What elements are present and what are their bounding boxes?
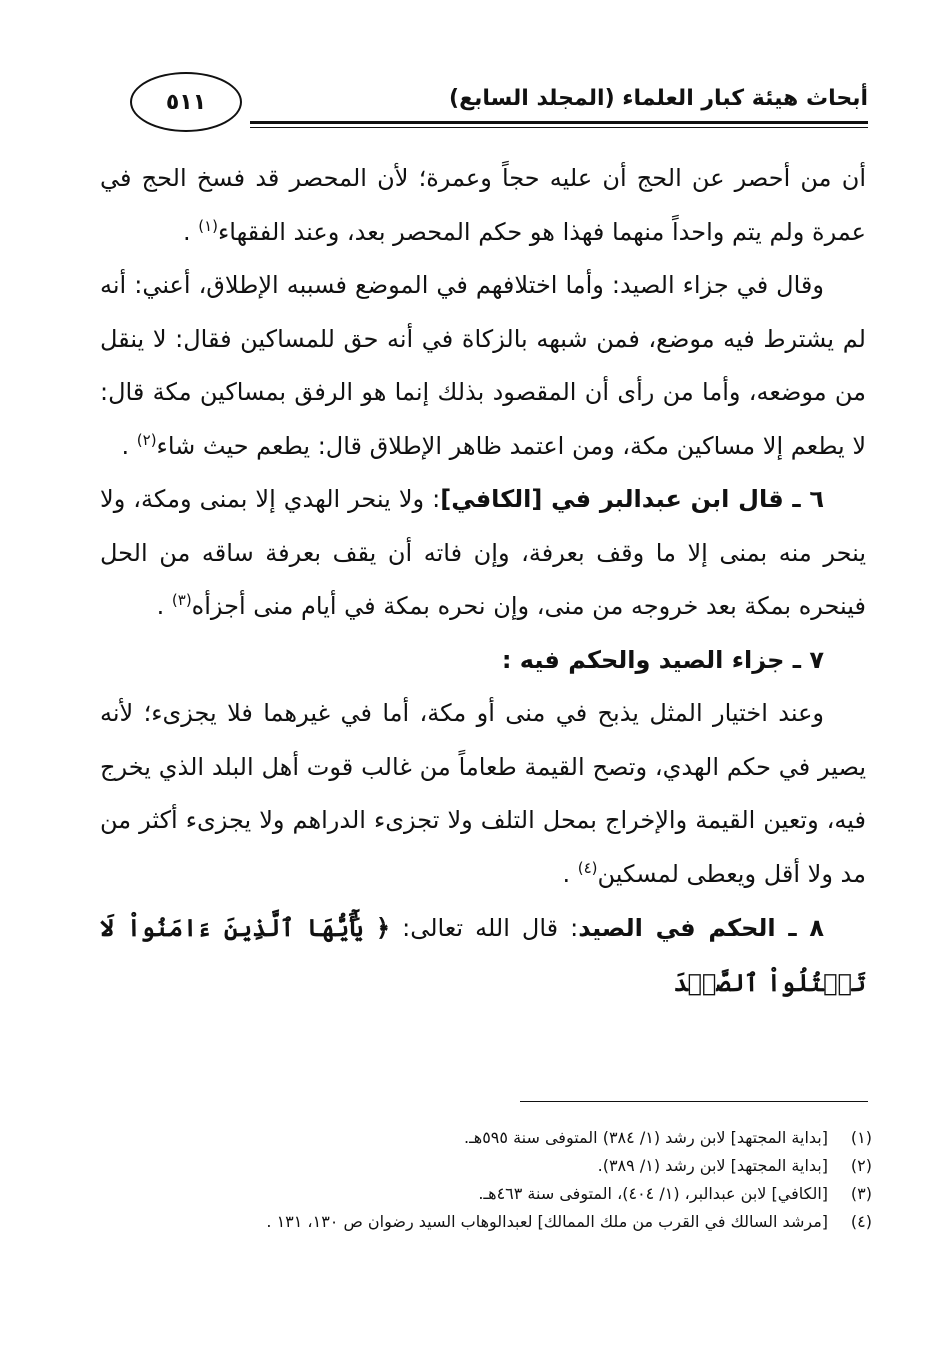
footnote-1 <box>92 1124 872 1152</box>
footnote-number: (٤) <box>850 1212 872 1231</box>
footnote-ref-2[interactable]: (٢) <box>136 430 157 449</box>
paragraph-2 <box>100 259 866 473</box>
footnotes <box>92 1124 872 1236</box>
page-header <box>100 72 868 136</box>
paragraph-2-text: وقال في جزاء الصيد: وأما اختلافهم في الموضع فسببه الإطلاق، أعني: أنه لم يشترط فيه موضع، فمن شبهه بالزكاة في أنه حق للمساكين فقال: لا ينقل من موضعه، وأما من رأى أن المقصود بذلك إنما هو الرفق بمساكين مكة قال: لا يطعم إلا مساكين مكة، ومن اعتمد ظاهر الإطلاق قال: يطعم حيث شاء <box>100 271 866 460</box>
section-6-heading: ٦ ـ قال ابن عبدالبر في [الكافي] <box>440 485 824 513</box>
running-title: أبحاث هيئة كبار العلماء (المجلد السابع) <box>449 86 868 111</box>
footnote-text: [الكافي] لابن عبدالبر، (١/ ٤٠٤)، المتوفى سنة ٤٦٣هـ. <box>478 1184 828 1203</box>
paragraph-2-end: . <box>121 431 137 460</box>
body-text <box>100 152 866 1010</box>
footnote-ref-3[interactable]: (٣) <box>171 591 192 609</box>
paragraph-5-text: وعند اختيار المثل يذبح في منى أو مكة، أما في غيرهما فلا يجزىء؛ لأنه يصير في حكم الهدي، وتصح القيمة طعاماً من غالب قوت أهل البلد الذي يخرج فيه، وتعين القيمة والإخراج بمحل التلف ولا تجزىء الدراهم ولا يجزىء أكثر من مد ولا أقل ويعطى لمسكين <box>100 699 866 888</box>
paragraph-1-end: . <box>182 217 199 246</box>
page-number: ٥١١ <box>130 72 242 132</box>
paragraph-3-text: : ولا ينحر الهدي إلا بمنى ومكة، ولا ينحر منه بمنى إلا ما وقف بعرفة، وإن فاته أن يقف بعرفة ساقه من الحل فينحره بمكة بعد خروجه من منى، وإن نحره بمكة في أيام منى أجزأه <box>100 485 866 620</box>
footnote-text: [بداية المجتهد] لابن رشد (١/ ٣٨٤) المتوفى سنة ٥٩٥هـ. <box>463 1128 828 1147</box>
paragraph-5 <box>100 687 866 901</box>
section-8-heading: ٨ ـ الحكم في الصيد <box>578 914 824 942</box>
paragraph-6-text: : قال الله تعالى: <box>390 914 579 942</box>
footnote-2 <box>92 1152 872 1180</box>
paragraph-1 <box>100 152 866 259</box>
footnote-text: [بداية المجتهد] لابن رشد (١/ ٣٨٩). <box>597 1156 828 1175</box>
header-rule-thin <box>250 127 868 128</box>
footnote-number: (٢) <box>850 1156 872 1175</box>
paragraph-5-end: . <box>562 859 578 888</box>
paragraph-3-end: . <box>156 592 172 620</box>
header-rule <box>250 121 868 124</box>
paragraph-1-text: أن من أحصر عن الحج أن عليه حجاً وعمرة؛ لأن المحصر قد فسخ الحج في عمرة ولم يتم واحداً منهما فهذا هو حكم المحصر بعد، وعند الفقهاء <box>100 164 866 246</box>
footnote-number: (٣) <box>850 1184 872 1203</box>
section-7-heading: ٧ ـ جزاء الصيد والحكم فيه : <box>501 645 824 674</box>
footnote-3 <box>92 1180 872 1208</box>
footnote-text: [مرشد السالك في القرب من ملك الممالك] لعبدالوهاب السيد رضوان ص ١٣٠، ١٣١ . <box>266 1212 828 1231</box>
footnote-ref-4[interactable]: (٤) <box>577 858 598 877</box>
footnote-separator <box>520 1101 868 1102</box>
footnote-4 <box>92 1208 872 1236</box>
footnote-ref-1[interactable]: (١) <box>198 216 218 235</box>
paragraph-4 <box>100 634 866 688</box>
footnote-number: (١) <box>850 1128 872 1147</box>
paragraph-6 <box>100 901 866 1010</box>
quran-verse: ﴿ يَٰٓأَيُّهَا ٱلَّذِينَ ءَامَنُواْ لَا تَقۡتُلُواْ ٱلصَّيۡدَ <box>100 913 866 997</box>
paragraph-3 <box>100 473 866 634</box>
